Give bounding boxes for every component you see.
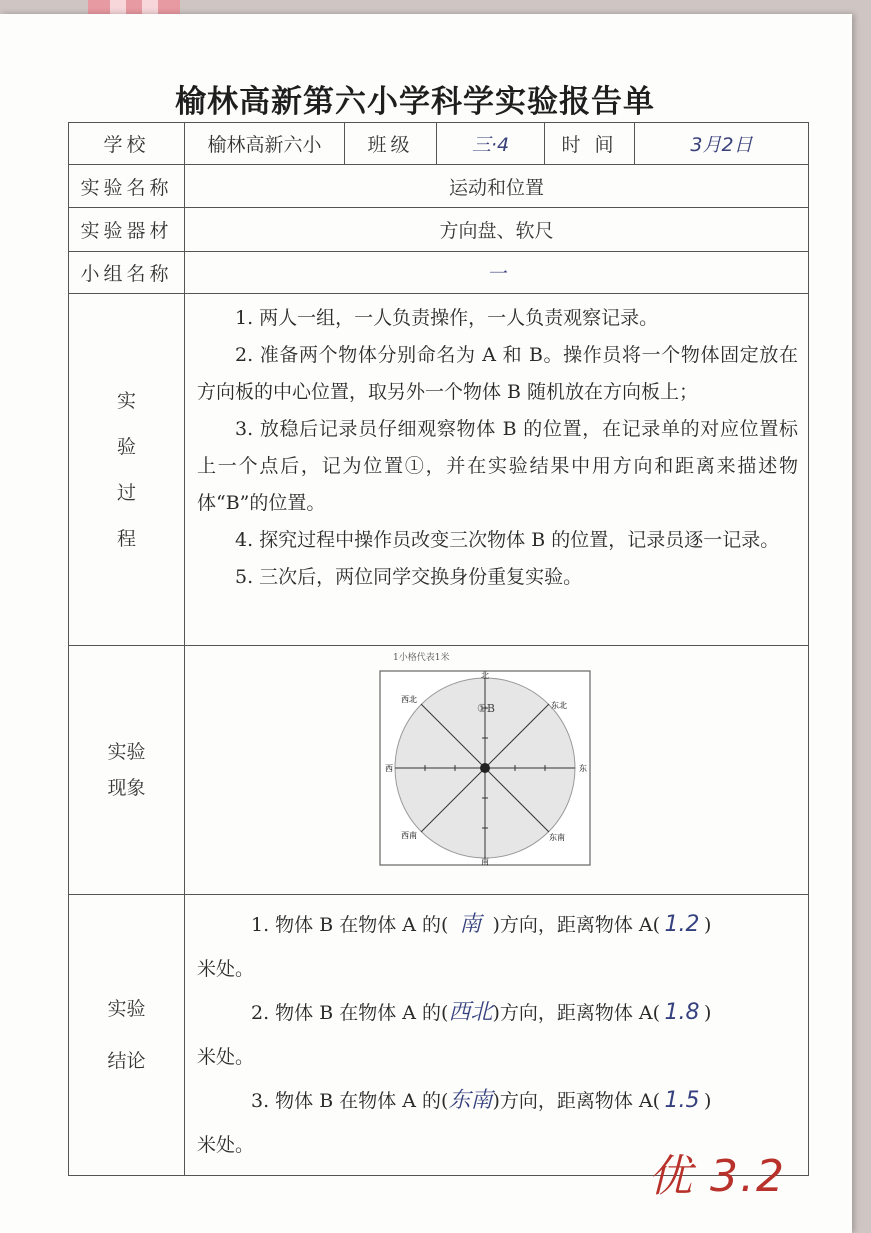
compass-diagram (379, 670, 591, 866)
east-label: 东 (579, 764, 587, 773)
group-row (69, 252, 809, 294)
header-row (69, 123, 809, 165)
answer-direction: 南 (459, 912, 482, 937)
experiment-name-value: 运动和位置 (185, 165, 809, 208)
process-step: 5. 三次后，两位同学交换身份重复实验。 (235, 566, 583, 588)
south-label: 南 (481, 857, 489, 866)
west-label: 西 (385, 764, 393, 773)
school-label: 学校 (69, 123, 185, 165)
process-step: 3. 放稳后记录员仔细观察物体 B 的位置，在记录单的对应位置标上一个点后，记为位置①，并在实验结果中用方向和距离来描述物体“B”的位置。 (197, 418, 798, 514)
north-label: 北 (481, 671, 489, 680)
report-table (68, 122, 809, 1176)
equipment-value: 方向盘、软尺 (185, 208, 809, 252)
conclusion-item: 3. 物体 B 在物体 A 的(东南)方向，距离物体 A( 1.5 ) (197, 1079, 796, 1123)
experiment-name-label: 实验名称 (69, 165, 185, 208)
school-value: 榆林高新六小 (185, 123, 345, 165)
process-step: 1. 两人一组，一人负责操作，一人负责观察记录。 (235, 307, 659, 329)
time-label: 时 间 (545, 123, 635, 165)
process-content (185, 294, 809, 646)
process-step: 4. 探究过程中操作员改变三次物体 B 的位置，记录员逐一记录。 (235, 529, 780, 551)
answer-distance: 1.5 (664, 1088, 700, 1113)
group-value: 一 (185, 252, 809, 294)
answer-distance: 1.8 (664, 1000, 700, 1025)
conclusion-item: 2. 物体 B 在物体 A 的(西北)方向，距离物体 A( 1.8 ) (197, 991, 796, 1035)
phenomenon-figure-cell (185, 646, 809, 895)
northwest-label: 西北 (401, 695, 417, 704)
phenomenon-label: 实验 现象 (69, 646, 185, 895)
equipment-row (69, 208, 809, 252)
scale-note: 1小格代表1米 (393, 653, 450, 663)
phenomenon-row (69, 646, 809, 895)
answer-direction: 西北 (448, 1000, 493, 1025)
time-value: 3月2日 (635, 123, 809, 165)
conclusion-row (69, 895, 809, 1176)
southwest-label: 西南 (401, 831, 417, 840)
process-label: 实 验 过 程 (69, 294, 185, 646)
process-step: 2. 准备两个物体分别命名为 A 和 B。操作员将一个物体固定放在方向板的中心位置，取另外一个物体 B 随机放在方向板上； (197, 344, 798, 403)
process-row (69, 294, 809, 646)
southeast-label: 东南 (549, 833, 565, 842)
northeast-label: 东北 (551, 701, 567, 710)
answer-distance: 1.2 (664, 912, 700, 937)
answer-direction: 东南 (448, 1088, 493, 1113)
position-mark: ①B (477, 702, 495, 715)
conclusion-label: 实验 结论 (69, 895, 185, 1176)
conclusion-item: 1. 物体 B 在物体 A 的( 南 )方向，距离物体 A( 1.2 ) (197, 903, 796, 947)
equipment-label: 实验器材 (69, 208, 185, 252)
teacher-grade: 优 3.2 (648, 1151, 786, 1202)
group-label: 小组名称 (69, 252, 185, 294)
page-title: 榆林高新第六小学科学实验报告单 (175, 84, 655, 120)
class-value: 三·4 (437, 123, 545, 165)
experiment-name-row (69, 165, 809, 208)
conclusion-content: 1. 物体 B 在物体 A 的( 南 )方向，距离物体 A( 1.2 ) 米处。 2. 物体 B 在物体 A 的(西北)方向，距离物体 A( 1.8 ) 米处。 3. 物体 B 在物体 A 的(东南)方向，距离物体 A( 1.5 ) 米处。 (185, 895, 809, 1176)
class-label: 班级 (345, 123, 437, 165)
